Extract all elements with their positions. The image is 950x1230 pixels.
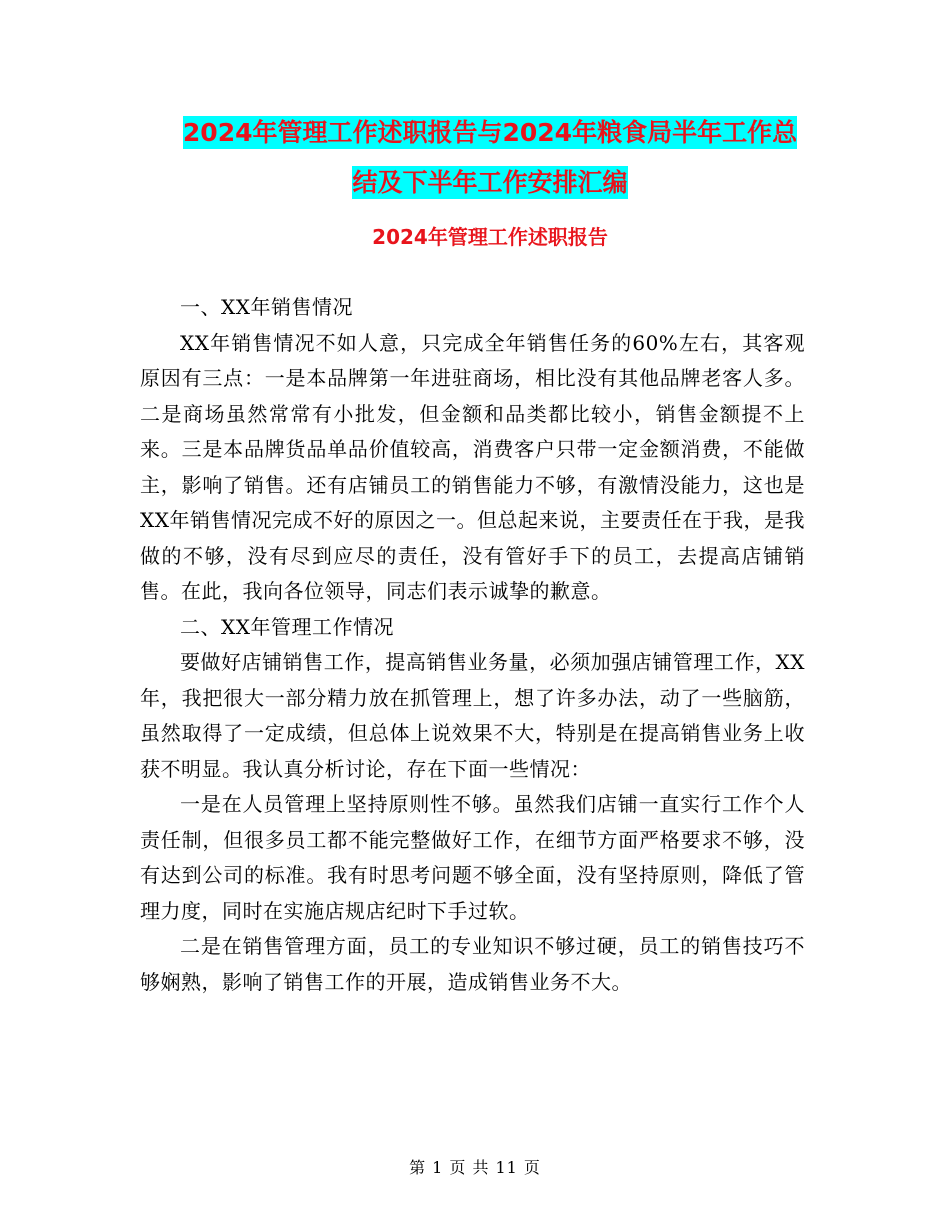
main-title-line-2: 结及下半年工作安排汇编 — [352, 168, 628, 197]
main-title-line-1: 2024年管理工作述职报告与2024年粮食局半年工作总 — [182, 118, 798, 147]
footer-total-pages: 11 — [495, 1158, 518, 1177]
body-text — [140, 290, 805, 1000]
heading-sales: 一、XX年销售情况 — [180, 295, 353, 319]
paragraph-sales: XX年销售情况不如人意，只完成全年销售任务的60%左右，其客观原因有三点：一是本品牌第一年进驻商场，相比没有其他品牌老客人多。二是商场虽然常常有小批发，但金额和品类都比较小，销售金额提不上来。三是本品牌货品单品价值较高，消费客户只带一定金额消费，不能做主，影响了销售。还有店铺员工的销售能力不够，有激情没能力，这也是XX年销售情况完成不好的原因之一。但总起来说，主要责任在于我，是我做的不够，没有尽到应尽的责任，没有管好手下的员工，去提高店铺销售。在此，我向各位领导，同志们表示诚挚的歉意。 — [140, 330, 805, 603]
footer-page-number: 1 — [432, 1158, 444, 1177]
paragraph-personnel: 一是在人员管理上坚持原则性不够。虽然我们店铺一直实行工作个人责任制，但很多员工都不能完整做好工作，在细节方面严格要求不够，没有达到公司的标准。我有时思考问题不够全面，没有坚持原则，降低了管理力度，同时在实施店规店纪时下手过软。 — [140, 792, 805, 923]
paragraph-sales-management: 二是在销售管理方面，员工的专业知识不够过硬，员工的销售技巧不够娴熟，影响了销售工作的开展，造成销售业务不大。 — [140, 934, 805, 994]
main-title — [140, 108, 840, 208]
footer-middle: 页 共 — [449, 1158, 490, 1177]
heading-management: 二、XX年管理工作情况 — [180, 614, 394, 639]
page-footer — [0, 1155, 950, 1178]
footer-prefix: 第 — [409, 1158, 427, 1177]
section-title: 2024年管理工作述职报告 — [372, 225, 608, 249]
paragraph-management: 要做好店铺销售工作，提高销售业务量，必须加强店铺管理工作，XX年，我把很大一部分精力放在抓管理上，想了许多办法，动了一些脑筋，虽然取得了一定成绩，但总体上说效果不大，特别是在提高销售业务上收获不明显。我认真分析讨论，存在下面一些情况： — [140, 650, 805, 781]
footer-suffix: 页 — [523, 1158, 541, 1177]
